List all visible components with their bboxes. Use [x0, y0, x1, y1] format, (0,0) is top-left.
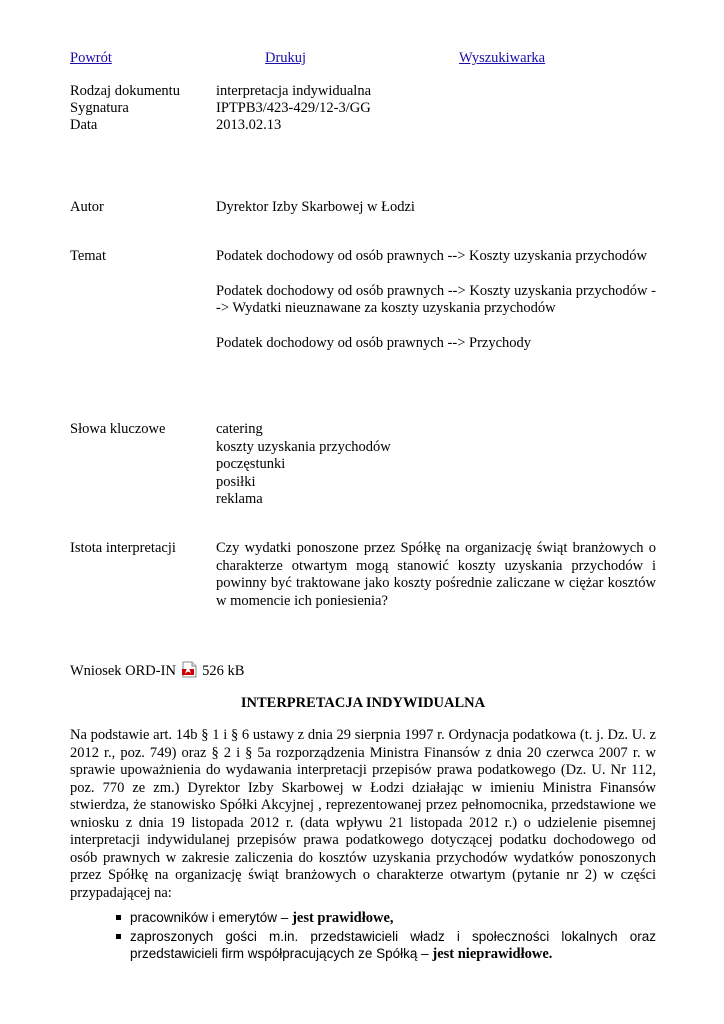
list-item: [70, 909, 656, 928]
date-label: Data: [70, 117, 98, 133]
topic-item: Podatek dochodowy od osób prawnych --> Koszty uzyskania przychodów --> Wydatki nieuznawane za koszty uzyskania przychodów: [216, 282, 656, 316]
keyword-item: poczęstunki: [216, 456, 286, 472]
top-navigation: [70, 50, 656, 68]
doc-type-label: Rodzaj dokumentu: [70, 83, 180, 99]
bullet-square-icon: [116, 934, 121, 939]
keyword-item: reklama: [216, 491, 263, 507]
keyword-item: posiłki: [216, 473, 256, 490]
essence-value: Czy wydatki ponoszone przez Spółkę na organizację świąt branżowych o charakterze otwartym mogą stanowić koszty uzyskania przychodów i powinny być traktowane jako koszty pośrednie zaliczane w ciężar kosztów w momencie ich poniesienia?: [216, 540, 656, 609]
author-value: Dyrektor Izby Skarbowej w Łodzi: [216, 199, 415, 215]
print-link[interactable]: Drukuj: [265, 50, 307, 66]
bullet-text: pracowników i emerytów –: [130, 910, 293, 925]
body-paragraph: Na podstawie art. 14b § 1 i § 6 ustawy z dnia 29 sierpnia 1997 r. Ordynacja podatkowa (t. j. Dz. U. z 2012 r., poz. 749) oraz § 2 i § 5a rozporządzenia Ministra Finansów z dnia 20 czerwca 2007 r. w sprawie upoważnienia do wydawania interpretacji przepisów prawa podatkowego (Dz. U. Nr 112, poz. 770 ze zm.) Dyrektor Izby Skarbowej w Łodzi działając w imieniu Ministra Finansów stwierdza, że stanowisko Spółki Akcyjnej , reprezentowanej przez pełnomocnika, przedstawione we wniosku z dnia 19 listopada 2012 r. (data wpływu 21 listopada 2012 r.) o udzielenie pisemnej interpretacji indywidulanej przepisów prawa podatkowego dotyczącej podatku dochodowego od osób prawnych w zakresie zaliczenia do kosztów uzyskania przychodów wydatków ponoszonych przez Spółkę na organizację świąt branżowych o charakterze otwartym (pytanie nr 2) w części przypadającej na:: [70, 727, 656, 901]
bullet-verdict: jest prawidłowe,: [292, 910, 394, 926]
bullet-square-icon: [116, 915, 121, 920]
signature-label: Sygnatura: [70, 100, 129, 116]
list-item: [70, 928, 656, 964]
keyword-item: catering: [216, 421, 263, 437]
attachment-row: [70, 661, 656, 681]
back-link[interactable]: Powrót: [70, 50, 112, 66]
topic-item: Podatek dochodowy od osób prawnych --> Koszty uzyskania przychodów: [216, 248, 647, 264]
signature-value: IPTPB3/423-429/12-3/GG: [216, 100, 371, 116]
search-link[interactable]: Wyszukiwarka: [459, 50, 546, 66]
doc-type-value: interpretacja indywidualna: [216, 83, 372, 99]
keyword-item: koszty uzyskania przychodów: [216, 438, 391, 455]
author-label: Autor: [70, 199, 104, 215]
topic-label: Temat: [70, 248, 107, 264]
conclusion-list: [70, 909, 656, 964]
topic-item: Podatek dochodowy od osób prawnych --> Przychody: [216, 334, 532, 351]
keywords-label: Słowa kluczowe: [70, 421, 166, 437]
document-title: INTERPRETACJA INDYWIDUALNA: [240, 695, 486, 711]
pdf-icon[interactable]: [182, 661, 197, 678]
keywords-list: [216, 421, 656, 509]
date-value: 2013.02.13: [216, 117, 282, 133]
bullet-verdict: jest nieprawidłowe.: [432, 946, 553, 962]
essence-label: Istota interpretacji: [70, 540, 176, 556]
attachment-label: Wniosek ORD-IN: [70, 663, 176, 679]
attachment-size: 526 kB: [202, 663, 245, 679]
bullet-text: zaproszonych gości m.in. przedstawicieli władz i społeczności lokalnych oraz przedstawicieli firm współpracujących ze Spółką –: [130, 928, 656, 961]
topic-list: [216, 248, 656, 352]
